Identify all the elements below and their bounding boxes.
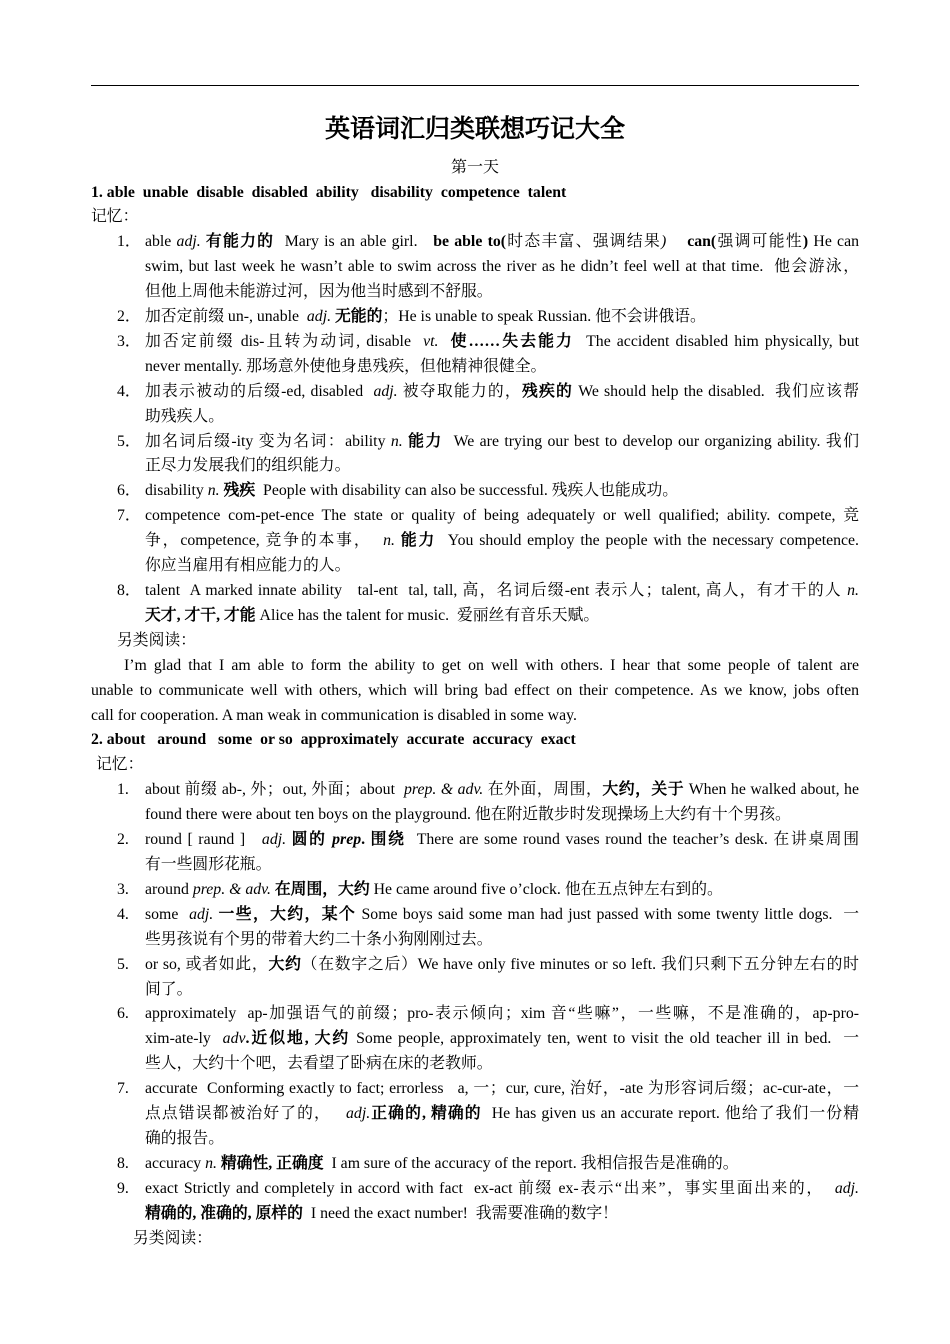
- item-body: [145, 430, 859, 480]
- text-segment: ): [661, 233, 667, 251]
- text-segment: adj.: [834, 1179, 859, 1197]
- text-segment: prep. & adv.: [404, 781, 484, 799]
- list-item: [91, 828, 859, 878]
- text-line: [145, 803, 859, 828]
- text-segment: approximately ap-加强语气的前缀；pro-表示倾向；xim 音“些嘛”，一些嘛，不是准确的，ap-pro-: [145, 1005, 859, 1023]
- text-segment: 大约，关于: [602, 781, 685, 799]
- list-item: [91, 1077, 859, 1152]
- text-segment: n.: [383, 532, 395, 550]
- text-segment: 在周围，大约: [270, 880, 370, 898]
- text-segment: People with disability can also be successful. 残疾人也能成功。: [255, 482, 679, 500]
- text-segment: n.: [207, 482, 220, 500]
- text-line: [145, 1177, 859, 1202]
- document-body: [91, 181, 859, 1252]
- item-body: [145, 330, 859, 380]
- header-rule: [91, 85, 859, 86]
- text-segment: ): [802, 233, 809, 251]
- list-item: [91, 230, 859, 305]
- reading-label: 另类阅读：: [133, 1229, 212, 1247]
- text-segment: adj.: [176, 233, 201, 251]
- text-segment: 精确性, 正确度: [216, 1154, 324, 1172]
- text-line: [145, 853, 859, 878]
- text-segment: 无能的: [331, 308, 383, 326]
- text-segment: or so, 或者如此，: [145, 955, 269, 973]
- text-line: [145, 1002, 859, 1027]
- list-item: [91, 953, 859, 1003]
- text-segment: adv: [222, 1030, 246, 1048]
- item-body: [145, 1177, 859, 1227]
- item-number: 3．: [117, 332, 141, 350]
- text-segment: n.: [847, 582, 859, 599]
- text-segment: 一些，大约，某个: [213, 905, 357, 923]
- text-segment: We should help the disabled. 我们应该帮: [573, 382, 859, 400]
- item-body: [145, 380, 859, 430]
- text-line: [145, 978, 859, 1003]
- item-number: 6.: [117, 1005, 129, 1023]
- list-item: [91, 380, 859, 430]
- text-line: [145, 778, 859, 803]
- text-segment: . 围绕: [361, 831, 406, 849]
- text-segment: 助残疾人。: [145, 407, 224, 425]
- item-body: [145, 903, 859, 953]
- day-subtitle: 第一天: [450, 158, 499, 176]
- item-body: [145, 1002, 859, 1077]
- item-body: [145, 579, 859, 629]
- item-number: 3.: [117, 880, 129, 898]
- document-title: 英语词汇归类联想巧记大全: [324, 116, 625, 143]
- text-segment: about 前缀 ab-, 外；out, 外面；about: [145, 781, 404, 799]
- text-segment: Some people, approximately ten, went to visit the old teacher ill in bed. 一: [350, 1030, 859, 1048]
- text-segment: round [ raund ]: [145, 831, 262, 849]
- text-segment: prep. & adv.: [192, 880, 271, 898]
- text-segment: found there were about ten boys on the playground. 他在附近散步时发现操场上大约有十个男孩。: [145, 806, 791, 824]
- text-segment: 有一些圆形花瓶。: [145, 855, 272, 873]
- text-segment: You should employ the people with the necessary competence.: [436, 532, 860, 550]
- text-segment: He can: [808, 233, 859, 251]
- text-segment: Alice has the talent for music. 爱丽丝有音乐天赋。: [255, 606, 600, 624]
- text-line: [145, 479, 859, 504]
- text-segment: disability: [145, 482, 208, 500]
- text-segment: 在外面，周围，: [483, 781, 603, 799]
- text-line: [145, 504, 859, 529]
- text-line: [145, 1027, 859, 1052]
- text-segment: competence com-pet-ence The state or quality of being adequately or well qualified; ability. compete, 竞: [145, 507, 859, 525]
- text-segment: 强调可能性: [716, 233, 803, 251]
- text-segment: 圆的: [286, 831, 333, 849]
- text-segment: adj.: [306, 308, 332, 326]
- text-segment: 确的报告。: [145, 1129, 224, 1147]
- item-body: [145, 479, 859, 504]
- item-number: 8．: [117, 582, 141, 599]
- item-body: [145, 504, 859, 579]
- item-number: 4．: [117, 382, 141, 400]
- text-segment: .近似地, 大约: [245, 1030, 351, 1048]
- item-body: [145, 1152, 859, 1177]
- text-segment: 残疾: [219, 482, 256, 500]
- text-line: [145, 380, 859, 405]
- text-segment: can(: [666, 233, 717, 251]
- text-segment: 加否定前缀 dis-且转为动词, disable: [145, 332, 424, 350]
- text-segment: （在数字之后）We have only five minutes or so left. 我们只剩下五分钟左右的时: [301, 955, 859, 973]
- text-segment: 被夺取能力的，: [397, 382, 522, 400]
- text-segment: talent A marked innate ability tal-ent tal, tall, 高，名词后缀-ent 表示人；talent, 高人，有才干的人: [145, 582, 848, 599]
- reading-line: I’m glad that I am able to form the ability to get on well with others. I hear that some people of talent are: [124, 656, 859, 674]
- list-item: [91, 430, 859, 480]
- text-segment: never mentally. 那场意外使他身患残疾，但他精神很健全。: [145, 357, 547, 375]
- text-segment: prep: [332, 831, 362, 849]
- list-item: [91, 1002, 859, 1077]
- text-segment: I need the exact number! 我需要准确的数字！: [302, 1204, 618, 1222]
- text-segment: 些人，大约十个吧，去看望了卧病在床的老教师。: [145, 1055, 493, 1073]
- text-segment: I am sure of the accuracy of the report. 我相信报告是准确的。: [323, 1154, 739, 1172]
- text-line: [145, 579, 859, 604]
- list-item: [91, 1177, 859, 1227]
- text-segment: 残疾的: [521, 382, 574, 400]
- text-line: [145, 305, 859, 330]
- text-segment: 加名词后缀-ity 变为名词：ability: [145, 432, 391, 450]
- text-segment: swim, but last week he wasn’t able to swim across the river as he didn’t feel well at that time. 他会游泳，: [145, 258, 859, 276]
- text-line: [145, 928, 859, 953]
- text-line: [145, 255, 859, 280]
- list-item: [91, 778, 859, 828]
- text-line: [145, 430, 859, 455]
- item-number: 5．: [117, 432, 141, 450]
- reading-label: 另类阅读：: [117, 631, 196, 649]
- text-line: [145, 554, 859, 579]
- list-item: [91, 878, 859, 903]
- list-item: [91, 1152, 859, 1177]
- text-segment: Mary is an able girl.: [274, 233, 434, 251]
- text-line: [145, 604, 859, 629]
- text-segment: 间了。: [145, 980, 193, 998]
- text-segment: We are trying our best to develop our organizing ability. 我们: [442, 432, 859, 450]
- text-segment: able: [145, 233, 177, 251]
- item-number: 7.: [117, 1080, 129, 1098]
- list-item: [91, 903, 859, 953]
- text-segment: accurate Conforming exactly to fact; errorless a, 一；cur, cure, 治好，-ate 为形容词后缀；ac-cur-ate，一: [145, 1080, 859, 1098]
- item-number: 5.: [117, 955, 129, 973]
- text-segment: adj.: [346, 1105, 371, 1123]
- item-number: 6．: [117, 482, 141, 500]
- item-number: 2.: [117, 831, 129, 849]
- text-segment: exact Strictly and completely in accord with fact ex-act 前缀 ex-表示“出来”，事实里面出来的，: [145, 1179, 835, 1197]
- text-line: [145, 1202, 859, 1227]
- text-segment: 精确的, 准确的, 原样的: [145, 1204, 303, 1222]
- text-segment: around: [145, 880, 193, 898]
- list-item: [91, 504, 859, 579]
- text-segment: 加否定前缀 un-, unable: [145, 308, 307, 326]
- text-segment: When he walked about, he: [684, 781, 859, 799]
- text-segment: 正尽力发展我们的组织能力。: [145, 457, 351, 475]
- text-line: [145, 330, 859, 355]
- text-segment: Some boys said some man had just passed with some twenty little dogs. 一: [356, 905, 859, 923]
- item-number: 8.: [117, 1154, 129, 1172]
- list-item: [91, 330, 859, 380]
- list-item: [91, 579, 859, 629]
- text-segment: 正确的, 精确的: [370, 1105, 482, 1123]
- text-segment: 有能力的: [200, 233, 275, 251]
- text-segment: n.: [205, 1154, 217, 1172]
- vocab-section: [91, 728, 859, 1251]
- text-line: [145, 280, 859, 305]
- text-segment: adj.: [373, 382, 398, 400]
- item-body: [145, 305, 859, 330]
- text-line: [145, 405, 859, 430]
- text-segment: 争，competence, 竞争的本事，: [145, 532, 384, 550]
- text-line: [145, 454, 859, 479]
- text-segment: 加表示被动的后缀-ed, disabled: [145, 382, 374, 400]
- reading-line: unable to communicate well with others, which will bring bad effect on their competence. As we know, jobs often: [91, 681, 859, 699]
- item-number: 9.: [117, 1179, 129, 1197]
- reading-line: call for cooperation. A man weak in communication is disabled in some way.: [91, 706, 577, 724]
- item-body: [145, 828, 859, 878]
- text-segment: 能力: [395, 532, 437, 550]
- text-segment: n.: [390, 432, 403, 450]
- text-line: [145, 903, 859, 928]
- text-segment: 但他上周他未能游过河，因为他当时感到不舒服。: [145, 283, 493, 301]
- memo-label: 记忆：: [96, 756, 144, 774]
- text-segment: some: [145, 905, 190, 923]
- text-segment: He has given us an accurate report. 他给了我们一份精: [481, 1105, 860, 1123]
- reading-paragraph: [91, 654, 859, 729]
- item-body: [145, 878, 859, 903]
- item-number: 2．: [117, 308, 141, 326]
- text-line: [145, 1077, 859, 1102]
- text-segment: 点点错误都被治好了的，: [145, 1105, 347, 1123]
- text-segment: There are some round vases round the teacher’s desk. 在讲桌周围: [405, 831, 859, 849]
- text-segment: vt.: [423, 332, 439, 350]
- item-body: [145, 1077, 859, 1152]
- text-segment: 大约: [268, 955, 302, 973]
- text-segment: adj.: [261, 831, 287, 849]
- section-heading: 1. able unable disable disabled ability disability competence talent: [91, 183, 567, 201]
- text-segment: xim-ate-ly: [145, 1030, 223, 1048]
- text-line: [145, 1152, 859, 1177]
- list-item: [91, 305, 859, 330]
- text-segment: 天才, 才干, 才能: [145, 606, 256, 624]
- text-segment: The accident disabled him physically, but: [574, 332, 859, 350]
- item-body: [145, 230, 859, 305]
- item-list: [91, 230, 859, 629]
- text-segment: 使……失去能力: [438, 332, 574, 350]
- text-line: [145, 230, 859, 255]
- item-number: 1.: [117, 781, 129, 799]
- text-segment: be able to(: [433, 233, 506, 251]
- text-line: [145, 1102, 859, 1127]
- item-body: [145, 953, 859, 1003]
- item-number: 4.: [117, 905, 129, 923]
- text-segment: 你应当雇用有相应能力的人。: [145, 557, 351, 575]
- vocab-section: [91, 181, 859, 729]
- text-line: [145, 828, 859, 853]
- list-item: [91, 479, 859, 504]
- item-body: [145, 778, 859, 828]
- item-number: 1．: [117, 233, 141, 251]
- text-line: [145, 355, 859, 380]
- item-list: [91, 778, 859, 1226]
- text-line: [145, 953, 859, 978]
- text-segment: 些男孩说有个男的带着大约二十条小狗刚刚过去。: [145, 930, 493, 948]
- memo-label: 记忆：: [91, 208, 139, 226]
- item-number: 7．: [117, 507, 141, 525]
- text-segment: ；He is unable to speak Russian. 他不会讲俄语。: [382, 308, 706, 326]
- text-line: [145, 529, 859, 554]
- text-segment: 时态丰富、强调结果: [506, 233, 662, 251]
- text-line: [145, 1127, 859, 1152]
- text-segment: 能力: [402, 432, 443, 450]
- text-segment: adj.: [189, 905, 214, 923]
- text-segment: He came around five o’clock. 他在五点钟左右到的。: [369, 880, 723, 898]
- section-heading: 2. about around some or so approximately accurate accuracy exact: [91, 731, 576, 749]
- text-segment: accuracy: [145, 1154, 206, 1172]
- text-line: [145, 1052, 859, 1077]
- text-line: [145, 878, 859, 903]
